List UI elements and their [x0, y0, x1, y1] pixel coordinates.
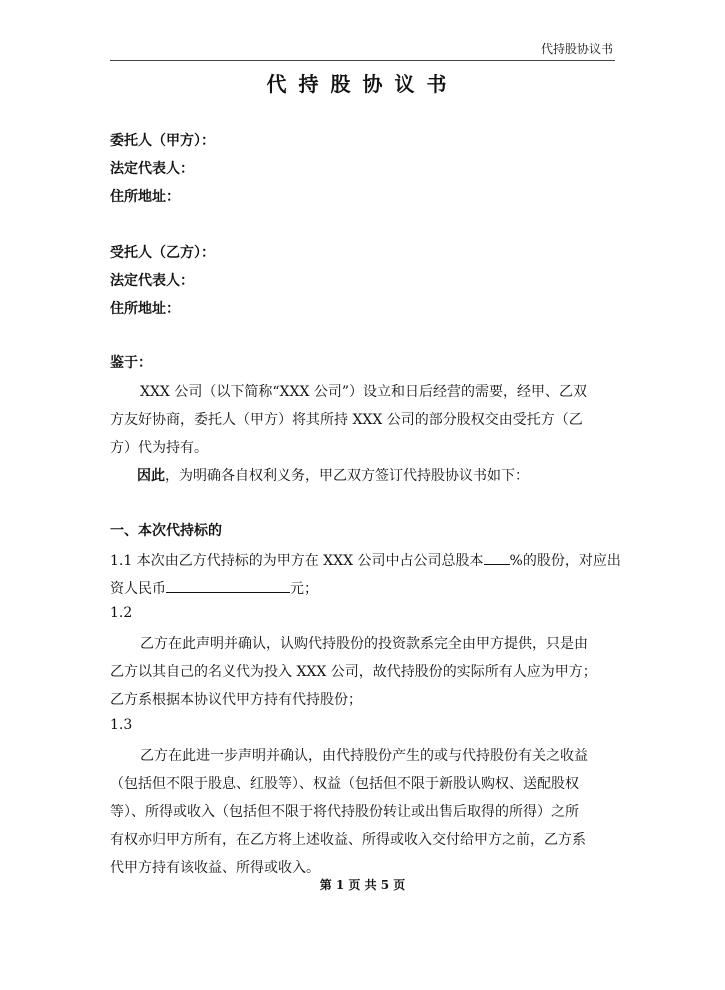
party-b-legal-rep: 法定代表人：	[110, 273, 194, 289]
party-a-legal-rep: 法定代表人：	[110, 161, 194, 177]
clause-1-2-line-3: 乙方系根据本协议代甲方持有代持股份；	[110, 692, 362, 708]
party-b-address: 住所地址：	[110, 301, 180, 317]
clause-1-1-line-1	[110, 550, 621, 570]
running-header: 代持股协议书	[540, 42, 613, 56]
clause-1-1-text-a: 1.1 本次由乙方代持标的为甲方在 XXX 公司中占公司总股本	[110, 553, 484, 569]
clause-1-2-line-2: 乙方以其自己的名义代为投入 XXX 公司，故代持股份的实际所有人应为甲方；	[110, 664, 597, 680]
whereas-heading: 鉴于：	[110, 355, 152, 371]
whereas-line-1: XXX 公司（以下简称“XXX 公司”）设立和日后经营的需要，经甲、乙双	[140, 384, 588, 400]
document-title: 代持股协议书	[266, 72, 459, 96]
clause-1-1-line-2	[110, 578, 318, 598]
whereas-line-3: 方）代为持有。	[110, 440, 208, 456]
therefore-text: ，为明确各自权利义务，甲乙双方签订代持股协议书如下：	[165, 468, 529, 484]
whereas-line-2: 方友好协商，委托人（甲方）将其所持 XXX 公司的部分股权交由受托方（乙	[110, 412, 583, 428]
therefore-paragraph	[137, 465, 529, 485]
section-1-heading: 一、本次代持标的	[110, 523, 222, 539]
clause-1-1-text-d: 元；	[290, 581, 318, 597]
party-a-address: 住所地址：	[110, 189, 180, 205]
clause-1-2-line-1: 乙方在此声明并确认，认购代持股份的投资款系完全由甲方提供，只是由	[140, 636, 588, 652]
clause-1-3-line-4: 有权亦归甲方所有，在乙方将上述收益、所得或收入交付给甲方之前，乙方系	[110, 832, 586, 848]
clause-1-3-line-3: 等）、所得或收入（包括但不限于将代持股份转让或出售后取得的所得）之所	[110, 804, 579, 820]
party-b-trustee: 受托人（乙方）：	[110, 245, 215, 261]
clause-1-2-number: 1.2	[110, 605, 133, 621]
therefore-bold: 因此	[137, 468, 165, 484]
clause-1-3-line-5: 代甲方持有该收益、所得或收入。	[110, 860, 320, 876]
party-a-principal: 委托人（甲方）：	[110, 133, 215, 149]
amount-blank	[166, 578, 290, 593]
clause-1-3-number: 1.3	[110, 717, 133, 733]
clause-1-3-line-1: 乙方在此进一步声明并确认，由代持股份产生的或与代持股份有关之收益	[140, 748, 588, 764]
clause-1-1-text-c: 资人民币	[110, 581, 166, 597]
page-number: 第 1 页 共 5 页	[319, 878, 406, 892]
percent-blank	[484, 550, 510, 565]
clause-1-1-text-b: %的股份，对应出	[509, 553, 621, 569]
clause-1-3-line-2: （包括但不限于股息、红股等）、权益（包括但不限于新股认购权、送配股权	[110, 776, 579, 792]
header-divider	[110, 60, 615, 61]
